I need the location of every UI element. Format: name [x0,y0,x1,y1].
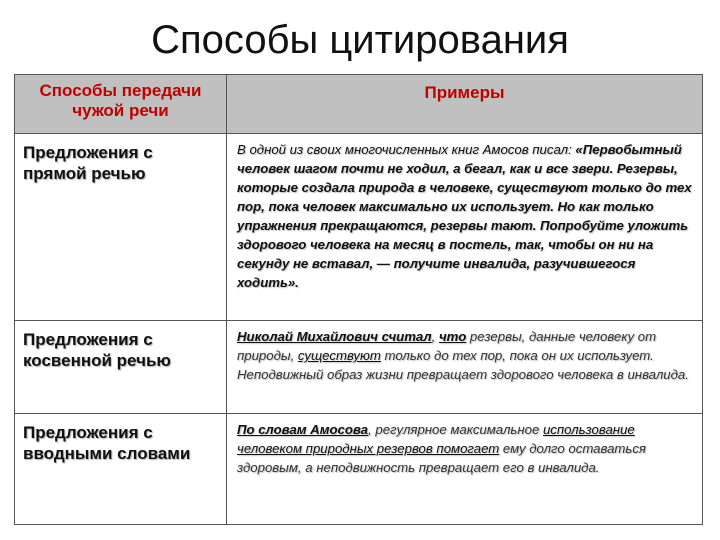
header-methods: Способы передачи чужой речи [15,75,227,134]
row-label-parenthetical: Предложения с вводными словами [15,414,227,525]
example-part1: , регулярное максимальное [368,422,543,437]
table-row [15,134,703,321]
example-part3: ему долго оставаться здоровым, а неподвижность превращает его в инвалида. [237,441,646,475]
row-label-direct-speech: Предложения с прямой речью [15,134,227,321]
example-parenthetical [227,414,703,525]
header-examples: Примеры [227,75,703,134]
example-part2: использование человеком природных резервов помогает [237,422,635,456]
example-quote: «Первобытный человек шагом почти не ходил, а бегал, как и все звери. Резервы, которые создала природа в человеке, существуют только до тех пор, пока человек максимально их использует. Но как только упражнения прекращаются, резервы тают. Попробуйте уложить здорового человека на месяц в постель, так, чтобы он ни на секунду не вставал, — получите инвалида, разучившегося ходить». [237,142,692,290]
row-label-indirect-speech: Предложения с косвенной речью [15,321,227,414]
example-lead: Николай Михайлович считал [237,329,432,344]
citation-methods-table [14,74,703,525]
example-comma: , [431,329,439,344]
table-header-row [15,75,703,134]
page-title: Способы цитирования [151,18,569,62]
table-row [15,414,703,525]
example-intro: В одной из своих многочисленных книг Амосов писал: [237,142,572,157]
table-row [15,321,703,414]
example-conjunction: что [438,329,467,344]
example-part1: резервы, данные человеку от природы, [237,329,657,363]
example-direct-speech [227,134,703,321]
example-part3: только до тех пор, пока он их использует. Неподвижный образ жизни превращает здорового человека в инвалида. [237,348,689,382]
example-indirect-speech [227,321,703,414]
example-part2: существуют [297,348,381,363]
example-lead: По словам Амосова [237,422,369,437]
